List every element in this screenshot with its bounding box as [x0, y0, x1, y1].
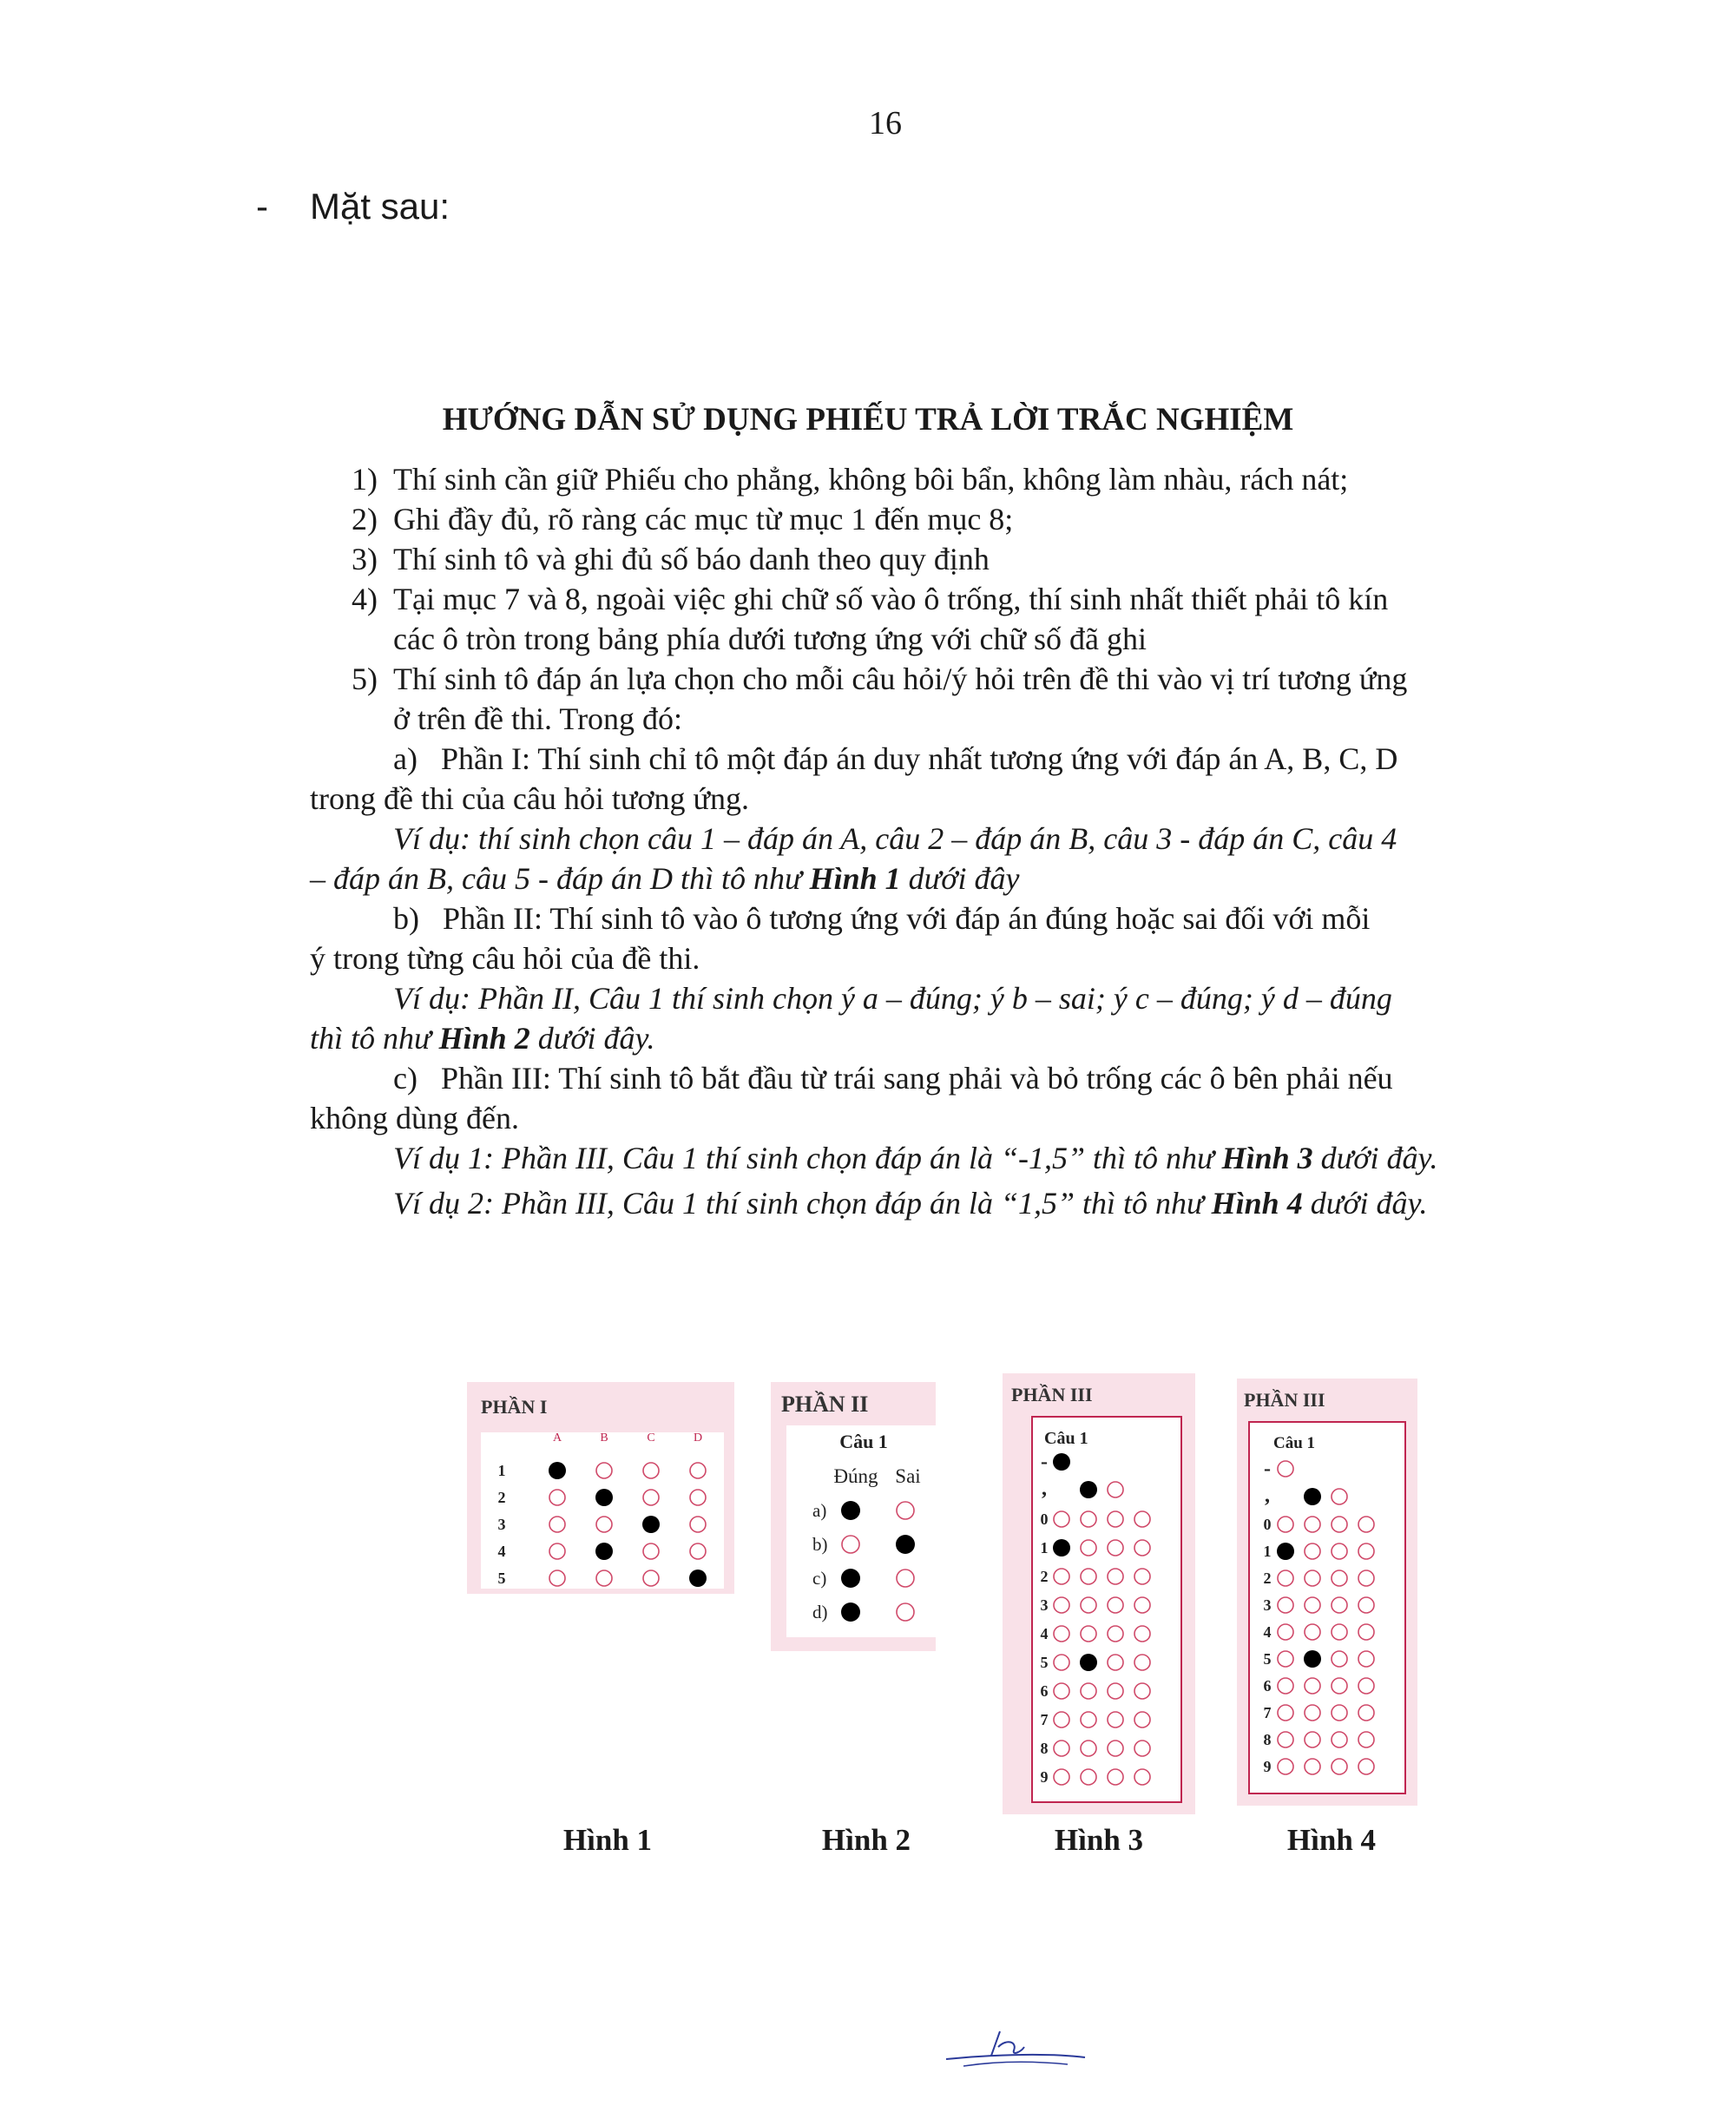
digit-label: 9: [1040, 1768, 1049, 1786]
figure-reference: Hình 3: [1221, 1141, 1313, 1175]
instruction-number: 2): [352, 502, 378, 536]
item-label: a): [812, 1500, 827, 1521]
digit-bubble: [1054, 1626, 1069, 1642]
figure-2-question: Câu 1: [839, 1431, 888, 1452]
digit-bubble: [1332, 1570, 1347, 1586]
digit-label: 4: [1040, 1625, 1049, 1642]
filled-bubble: [595, 1543, 613, 1560]
digit-bubble: [1054, 1769, 1069, 1785]
true-bubble: [841, 1569, 860, 1588]
filled-bubble: [549, 1462, 566, 1479]
comma-bubble: [1080, 1481, 1097, 1498]
digit-bubble: [1305, 1597, 1320, 1613]
digit-bubble: [1081, 1741, 1096, 1756]
item-label: d): [812, 1602, 828, 1622]
answer-bubble: [690, 1463, 706, 1478]
true-bubble: [842, 1536, 859, 1553]
part-a-example-2: [310, 859, 1019, 898]
example-text: Ví dụ 1: Phần III, Câu 1 thí sinh chọn đáp án là “-1,5” thì tô như: [393, 1141, 1222, 1175]
instruction-text: Thí sinh cần giữ Phiếu cho phẳng, không bôi bẩn, không làm nhàu, rách nát;: [393, 462, 1349, 497]
instruction-number: 3): [352, 542, 378, 576]
digit-label: 7: [1263, 1704, 1272, 1721]
digit-bubble: [1108, 1683, 1123, 1699]
digit-bubble: [1305, 1705, 1320, 1721]
digit-bubble: [1134, 1540, 1150, 1556]
instruction-2: [352, 500, 1013, 538]
true-bubble: [841, 1603, 860, 1622]
comma-bubble: [1304, 1488, 1321, 1505]
digit-bubble: [1278, 1651, 1293, 1667]
answer-bubble: [643, 1570, 659, 1586]
digit-bubble: [1358, 1624, 1374, 1640]
digit-bubble: [1108, 1540, 1123, 1556]
digit-bubble: [1305, 1759, 1320, 1774]
answer-bubble: [643, 1490, 659, 1505]
digit-bubble: [1134, 1626, 1150, 1642]
figure-1-caption: Hình 1: [562, 1823, 653, 1857]
digit-bubble: [1134, 1569, 1150, 1584]
digit-label: 3: [1263, 1596, 1272, 1614]
answer-bubble: [690, 1517, 706, 1532]
example-text: dưới đây.: [529, 1021, 655, 1056]
part-c-line-2: không dùng đến.: [310, 1101, 519, 1135]
answer-bubble: [596, 1463, 612, 1478]
digit-bubble: [1332, 1543, 1347, 1559]
digit-bubble: [1358, 1705, 1374, 1721]
digit-bubble: [1081, 1597, 1096, 1613]
column-label: D: [693, 1431, 703, 1445]
minus-sign-label: -: [1041, 1451, 1048, 1473]
false-bubble: [896, 1535, 915, 1554]
digit-bubble: [1054, 1569, 1069, 1584]
column-label: B: [600, 1431, 608, 1445]
figure-3-question: Câu 1: [1044, 1429, 1088, 1448]
part-c-example-1: [393, 1139, 1438, 1177]
digit-label: 5: [1263, 1650, 1272, 1668]
filled-bubble: [642, 1516, 660, 1533]
digit-bubble: [1305, 1517, 1320, 1532]
comma-label: ,: [1042, 1477, 1047, 1500]
part-b-example-2: [310, 1019, 655, 1057]
digit-bubble: [1332, 1732, 1347, 1747]
bullet-dash: -: [256, 186, 268, 227]
comma-bubble: [1108, 1482, 1123, 1497]
digit-bubble: [1305, 1732, 1320, 1747]
digit-bubble: [1278, 1624, 1293, 1640]
item-label: c): [812, 1568, 827, 1589]
instruction-number: 1): [352, 462, 378, 497]
digit-bubble: [1053, 1539, 1070, 1556]
figure-reference: Hình 1: [809, 861, 901, 896]
example-text: – đáp án B, câu 5 - đáp án D thì tô như: [310, 861, 810, 896]
comma-bubble: [1332, 1489, 1347, 1504]
figure-4-answer-sheet: [1237, 1379, 1417, 1806]
answer-bubble: [690, 1490, 706, 1505]
minus-bubble: [1053, 1453, 1070, 1471]
figure-3-header: PHẦN III: [1011, 1384, 1093, 1405]
digit-bubble: [1108, 1511, 1123, 1527]
filled-bubble: [595, 1489, 613, 1506]
digit-bubble: [1358, 1678, 1374, 1694]
digit-bubble: [1332, 1517, 1347, 1532]
part-a-label: a): [393, 741, 418, 776]
part-c-example-2: [393, 1184, 1428, 1222]
digit-bubble: [1054, 1712, 1069, 1728]
digit-bubble: [1134, 1769, 1150, 1785]
digit-bubble: [1278, 1732, 1293, 1747]
digit-label: 8: [1263, 1731, 1272, 1748]
digit-bubble: [1054, 1683, 1069, 1699]
false-bubble: [897, 1570, 914, 1587]
figure-2-answer-sheet: [771, 1382, 936, 1651]
part-b-line: [393, 899, 1370, 938]
digit-bubble: [1305, 1678, 1320, 1694]
true-bubble: [841, 1501, 860, 1520]
back-side-text: Mặt sau:: [310, 186, 450, 227]
digit-bubble: [1108, 1626, 1123, 1642]
example-text: dưới đây.: [1302, 1186, 1428, 1221]
digit-label: 8: [1040, 1740, 1049, 1757]
digit-bubble: [1278, 1570, 1293, 1586]
figure-2-caption: Hình 2: [821, 1823, 911, 1857]
digit-bubble: [1278, 1597, 1293, 1613]
figure-1-header: PHẦN I: [481, 1396, 548, 1418]
digit-bubble: [1358, 1517, 1374, 1532]
minus-sign-label: -: [1264, 1458, 1271, 1480]
minus-bubble: [1278, 1461, 1293, 1477]
digit-bubble: [1081, 1769, 1096, 1785]
digit-bubble: [1278, 1705, 1293, 1721]
part-c-label: c): [393, 1061, 418, 1096]
digit-bubble: [1108, 1769, 1123, 1785]
digit-bubble: [1304, 1650, 1321, 1668]
digit-bubble: [1305, 1570, 1320, 1586]
figure-reference: Hình 4: [1211, 1186, 1303, 1221]
figure-2-false-label: Sai: [895, 1465, 921, 1487]
example-text: Ví dụ 2: Phần III, Câu 1 thí sinh chọn đáp án là “1,5” thì tô như: [393, 1186, 1212, 1221]
page-number: 16: [869, 105, 902, 141]
digit-bubble: [1358, 1597, 1374, 1613]
instruction-number: 4): [352, 582, 378, 616]
digit-label: 0: [1040, 1510, 1049, 1528]
item-label: b): [812, 1534, 828, 1555]
digit-bubble: [1081, 1540, 1096, 1556]
example-text: thì tô như: [310, 1021, 439, 1056]
instruction-4-continued: các ô tròn trong bảng phía dưới tương ứng với chữ số đã ghi: [393, 622, 1147, 656]
digit-bubble: [1332, 1759, 1347, 1774]
row-number: 2: [497, 1489, 506, 1506]
part-c-line: [393, 1059, 1393, 1097]
digit-label: 0: [1263, 1516, 1272, 1533]
signature-initials: [937, 2023, 1094, 2079]
part-b-label: b): [393, 901, 419, 936]
digit-bubble: [1081, 1569, 1096, 1584]
digit-label: 6: [1040, 1682, 1049, 1700]
digit-label: 9: [1263, 1758, 1272, 1775]
row-number: 4: [497, 1543, 506, 1560]
digit-bubble: [1358, 1570, 1374, 1586]
answer-bubble: [549, 1517, 565, 1532]
digit-label: 1: [1040, 1539, 1049, 1556]
digit-bubble: [1081, 1683, 1096, 1699]
digit-bubble: [1358, 1732, 1374, 1747]
digit-label: 3: [1040, 1596, 1049, 1614]
figure-3-answer-sheet: [1003, 1373, 1195, 1814]
answer-bubble: [549, 1490, 565, 1505]
digit-bubble: [1278, 1517, 1293, 1532]
digit-bubble: [1278, 1678, 1293, 1694]
column-label: A: [552, 1431, 562, 1445]
instruction-3: [352, 540, 990, 578]
figure-1-answer-sheet: [467, 1382, 734, 1594]
row-number: 1: [497, 1462, 506, 1479]
digit-bubble: [1081, 1626, 1096, 1642]
figure-4-question: Câu 1: [1273, 1434, 1316, 1452]
back-side-label: [256, 186, 450, 227]
digit-bubble: [1134, 1655, 1150, 1670]
example-text: dưới đây.: [1312, 1141, 1438, 1175]
instruction-text: Tại mục 7 và 8, ngoài việc ghi chữ số vào ô trống, thí sinh nhất thiết phải tô kín: [393, 582, 1389, 616]
digit-label: 6: [1263, 1677, 1272, 1695]
digit-bubble: [1080, 1654, 1097, 1671]
part-a-line: [393, 740, 1397, 778]
digit-bubble: [1108, 1569, 1123, 1584]
instruction-text: Ghi đầy đủ, rõ ràng các mục từ mục 1 đến mục 8;: [393, 502, 1014, 536]
false-bubble: [897, 1603, 914, 1621]
digit-bubble: [1277, 1543, 1294, 1560]
figure-4-header: PHẦN III: [1244, 1389, 1325, 1411]
digit-bubble: [1134, 1511, 1150, 1527]
answer-bubble: [643, 1543, 659, 1559]
instruction-5-continued: ở trên đề thi. Trong đó:: [393, 701, 683, 736]
example-text: dưới đây: [900, 861, 1020, 896]
digit-bubble: [1278, 1759, 1293, 1774]
digit-bubble: [1332, 1597, 1347, 1613]
digit-bubble: [1358, 1543, 1374, 1559]
filled-bubble: [689, 1570, 707, 1587]
instruction-text: Thí sinh tô và ghi đủ số báo danh theo quy định: [393, 542, 990, 576]
digit-bubble: [1305, 1543, 1320, 1559]
false-bubble: [897, 1502, 914, 1519]
part-a-text: Phần I: Thí sinh chỉ tô một đáp án duy nhất tương ứng với đáp án A, B, C, D: [440, 741, 1398, 776]
digit-bubble: [1108, 1655, 1123, 1670]
answer-bubble: [690, 1543, 706, 1559]
part-a-line-2: trong đề thi của câu hỏi tương ứng.: [310, 781, 749, 816]
digit-bubble: [1054, 1741, 1069, 1756]
digit-bubble: [1305, 1624, 1320, 1640]
part-b-text: Phần II: Thí sinh tô vào ô tương ứng với đáp án đúng hoặc sai đối với mỗi: [443, 901, 1371, 936]
answer-bubble: [596, 1517, 612, 1532]
instruction-text: Thí sinh tô đáp án lựa chọn cho mỗi câu hỏi/ý hỏi trên đề thi vào vị trí tương ứng: [393, 661, 1408, 696]
part-c-text: Phần III: Thí sinh tô bắt đầu từ trái sang phải và bỏ trống các ô bên phải nếu: [440, 1061, 1393, 1096]
digit-bubble: [1054, 1655, 1069, 1670]
instruction-5: [352, 660, 1407, 698]
part-b-example: Ví dụ: Phần II, Câu 1 thí sinh chọn ý a – đúng; ý b – sai; ý c – đúng; ý d – đúng: [393, 981, 1392, 1016]
figure-2-header: PHẦN II: [781, 1392, 869, 1417]
digit-label: 2: [1040, 1568, 1049, 1585]
digit-bubble: [1108, 1597, 1123, 1613]
digit-bubble: [1081, 1712, 1096, 1728]
digit-bubble: [1332, 1651, 1347, 1667]
instruction-1: [352, 460, 1348, 498]
figure-3-caption: Hình 3: [1054, 1823, 1144, 1857]
row-number: 3: [497, 1516, 506, 1533]
digit-bubble: [1134, 1741, 1150, 1756]
digit-bubble: [1134, 1712, 1150, 1728]
digit-bubble: [1081, 1511, 1096, 1527]
digit-bubble: [1134, 1683, 1150, 1699]
digit-label: 1: [1263, 1543, 1272, 1560]
figure-reference: Hình 2: [438, 1021, 530, 1056]
digit-bubble: [1358, 1651, 1374, 1667]
digit-bubble: [1134, 1597, 1150, 1613]
digit-label: 2: [1263, 1570, 1272, 1587]
guide-title: HƯỚNG DẪN SỬ DỤNG PHIẾU TRẢ LỜI TRẮC NGHIỆM: [442, 402, 1294, 438]
digit-bubble: [1358, 1759, 1374, 1774]
figure-4-caption: Hình 4: [1286, 1823, 1377, 1857]
digit-bubble: [1332, 1705, 1347, 1721]
digit-bubble: [1332, 1624, 1347, 1640]
comma-label: ,: [1265, 1484, 1270, 1507]
digit-label: 4: [1263, 1623, 1272, 1641]
row-number: 5: [497, 1570, 506, 1587]
answer-bubble: [549, 1543, 565, 1559]
digit-bubble: [1108, 1741, 1123, 1756]
digit-bubble: [1054, 1597, 1069, 1613]
column-label: C: [647, 1431, 655, 1445]
instruction-4: [352, 580, 1388, 618]
answer-bubble: [643, 1463, 659, 1478]
digit-bubble: [1108, 1712, 1123, 1728]
part-a-example: Ví dụ: thí sinh chọn câu 1 – đáp án A, câu 2 – đáp án B, câu 3 - đáp án C, câu 4: [393, 821, 1397, 856]
digit-bubble: [1054, 1511, 1069, 1527]
answer-bubble: [596, 1570, 612, 1586]
instruction-number: 5): [352, 661, 378, 696]
part-b-line-2: ý trong từng câu hỏi của đề thi.: [310, 941, 700, 976]
digit-label: 7: [1040, 1711, 1049, 1728]
digit-label: 5: [1040, 1654, 1049, 1671]
figure-2-true-label: Đúng: [833, 1465, 878, 1487]
digit-bubble: [1332, 1678, 1347, 1694]
answer-bubble: [549, 1570, 565, 1586]
